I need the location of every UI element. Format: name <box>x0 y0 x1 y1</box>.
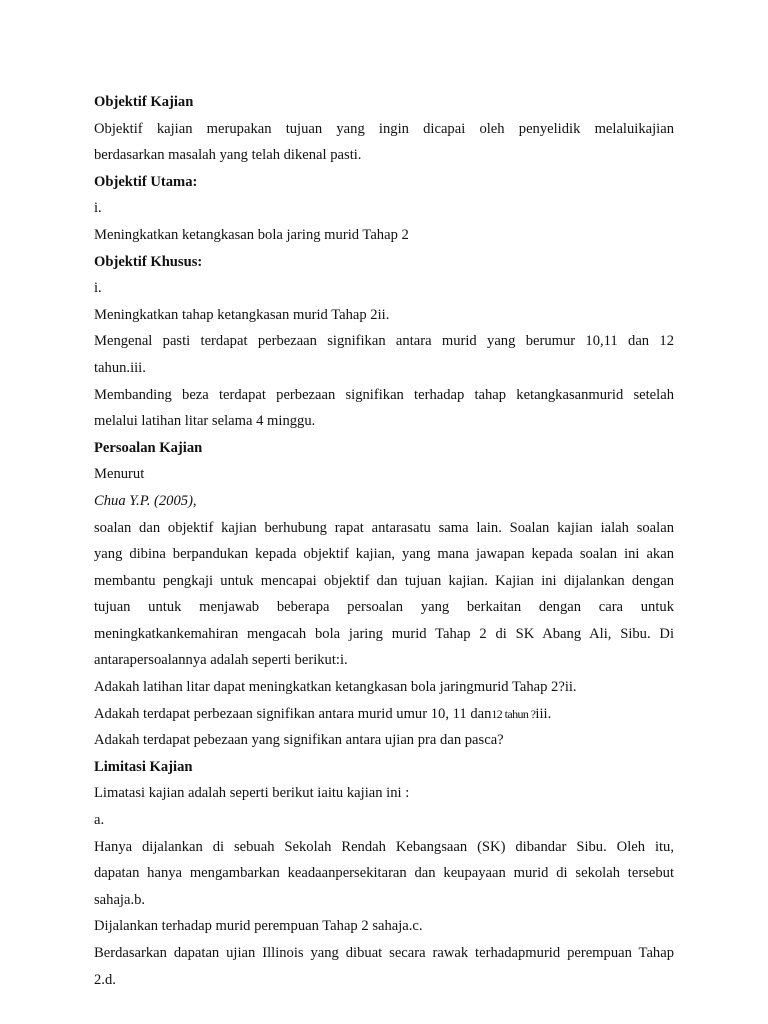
question-2 <box>94 701 674 728</box>
khusus-numeral: i. <box>94 280 102 297</box>
utama-numeral: i. <box>94 200 102 217</box>
limitasi-item-1-line-1: Hanya dijalankan di sebuah Sekolah Rendah Kebangsaan (SK) dibandar Sibu. Oleh itu, <box>94 838 674 855</box>
heading-objektif-khusus: Objektif Khusus: <box>94 253 203 270</box>
limitasi-item-1-line-2: dapatan hanya mengambarkan keadaanpersekitaran dan keupayaan murid di sekolah tersebut <box>94 865 674 882</box>
limitasi-letter-a: a. <box>94 812 105 829</box>
khusus-item-1: Meningkatkan tahap ketangkasan murid Tahap 2ii. <box>94 306 390 323</box>
persoalan-paragraph-line-6: antarapersoalannya adalah seperti berikut:i. <box>94 652 348 669</box>
menurut-text: Menurut <box>94 466 145 483</box>
limitasi-item-2: Dijalankan terhadap murid perempuan Tahap 2 sahaja.c. <box>94 918 423 935</box>
persoalan-paragraph-line-2: yang dibina berpandukan kepada objektif kajian, yang mana jawapan kepada soalan ini akan <box>94 546 674 563</box>
limitasi-item-3-line-1: Berdasarkan dapatan ujian Illinois yang dibuat secara rawak terhadapmurid perempuan Tahap <box>94 945 674 961</box>
persoalan-paragraph-line-4: tujuan untuk menjawab beberapa persoalan yang berkaitan dengan cara untuk <box>94 599 674 616</box>
question-1: Adakah latihan litar dapat meningkatkan ketangkasan bola jaringmurid Tahap 2?ii. <box>94 679 577 696</box>
heading-objektif-kajian: Objektif Kajian <box>94 94 194 110</box>
citation-text: Chua Y.P. (2005), <box>94 492 197 509</box>
utama-item-1: Meningkatkan ketangkasan bola jaring murid Tahap 2 <box>94 226 409 243</box>
question-2-part-a: Adakah terdapat perbezaan signifikan antara murid umur 10, 11 dan <box>94 705 492 722</box>
document-page <box>94 89 674 993</box>
khusus-item-3-line-2: melalui latihan litar selama 4 minggu. <box>94 413 316 430</box>
khusus-item-2-line-1: Mengenal pasti terdapat perbezaan signifikan antara murid yang berumur 10,11 dan 12 <box>94 333 674 350</box>
heading-limitasi-kajian: Limitasi Kajian <box>94 758 193 775</box>
heading-objektif-utama: Objektif Utama: <box>94 173 198 190</box>
khusus-item-3-line-1: Membanding beza terdapat perbezaan signifikan terhadap tahap ketangkasanmurid setelah <box>94 386 674 403</box>
persoalan-paragraph-line-5: meningkatkankemahiran mengacah bola jaring murid Tahap 2 di SK Abang Ali, Sibu. Di <box>94 625 674 642</box>
heading-persoalan-kajian: Persoalan Kajian <box>94 439 203 456</box>
question-2-part-c: iii. <box>535 705 552 722</box>
limitasi-intro: Limatasi kajian adalah seperti berikut iaitu kajian ini : <box>94 785 410 802</box>
question-2-part-b: 12 tahun ? <box>491 706 536 721</box>
persoalan-paragraph-line-1: soalan dan objektif kajian berhubung rapat antarasatu sama lain. Soalan kajian ialah soalan <box>94 519 674 536</box>
limitasi-item-3-line-2: 2.d. <box>94 971 116 988</box>
question-3: Adakah terdapat pebezaan yang signifikan antara ujian pra dan pasca? <box>94 732 504 749</box>
limitasi-item-1-line-3: sahaja.b. <box>94 891 146 908</box>
persoalan-paragraph-line-3: membantu pengkaji untuk mencapai objektif dan tujuan kajian. Kajian ini dijalankan dengan <box>94 572 674 589</box>
paragraph-objektif-line-1: Objektif kajian merupakan tujuan yang ingin dicapai oleh penyelidik melaluikajian <box>94 120 674 137</box>
khusus-item-2-line-2: tahun.iii. <box>94 359 146 376</box>
paragraph-objektif-line-2: berdasarkan masalah yang telah dikenal pasti. <box>94 147 362 164</box>
